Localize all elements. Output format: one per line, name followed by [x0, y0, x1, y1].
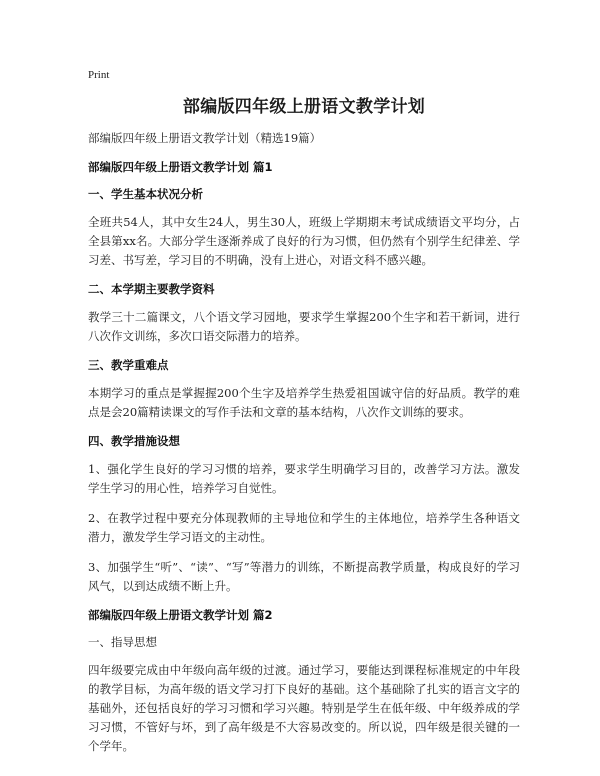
plan1-section4-heading: 四、教学措施设想: [88, 434, 180, 448]
plan1-section3-text: 本期学习的重点是掌握握200个生字及培养学生热爱祖国诚守信的好品质。教学的难点是会20篇精读课文的写作手法和文章的基本结构，八次作文训练的要求。: [88, 386, 520, 419]
document-page: [88, 68, 520, 767]
print-label[interactable]: Print: [88, 69, 110, 81]
plan1-section2-heading: 二、本学期主要教学资料: [88, 282, 215, 296]
plan1-section4-item-1: 1、强化学生良好的学习习惯的培养，要求学生明确学习目的，改善学习方法。激发学生学习的用心性，培养学习自觉性。: [88, 462, 520, 495]
document-subtitle: 部编版四年级上册语文教学计划（精选19篇）: [88, 131, 322, 145]
plan1-section1-heading: 一、学生基本状况分析: [88, 187, 203, 201]
plan2-section1-heading: 一、指导思想: [88, 635, 157, 649]
plan1-section4-item-2: 2、在教学过程中要充分体现教师的主导地位和学生的主体地位，培养学生各种语文潜力，激发学生学习语文的主动性。: [88, 511, 520, 544]
plan1-heading: 部编版四年级上册语文教学计划 篇1: [88, 160, 273, 174]
plan2-section1-text: 四年级要完成由中年级向高年级的过渡。通过学习，要能达到课程标准规定的中年段的教学目标，为高年级的语文学习打下良好的基础。这个基础除了扎实的语言文字的基础外，还包括良好的学习习惯和学习兴趣。特别是学生在低年级、中年级养成的学习习惯，不管好与坏，到了高年级是不大容易改变的。所以说，四年级是很关键的一个学年。: [88, 663, 520, 753]
plan1-section1-text: 全班共54人，其中女生24人，男生30人，班级上学期期末考试成绩语文平均分，占全县第xx名。大部分学生逐渐养成了良好的行为习惯，但仍然有个别学生纪律差、学习差、书写差，学习目的不明确，没有上进心，对语文科不感兴趣。: [88, 215, 520, 267]
page-title: 部编版四年级上册语文教学计划: [182, 97, 426, 117]
plan1-section3-heading: 三、教学重难点: [88, 358, 169, 372]
plan1-section4-item-3: 3、加强学生“听”、“读”、“写”等潜力的训练，不断提高教学质量，构成良好的学习风气，以到达成绩不断上升。: [88, 560, 520, 593]
plan1-section2-text: 教学三十二篇课文，八个语文学习园地，要求学生掌握200个生字和若干新词，进行八次作文训练，多次口语交际潜力的培养。: [88, 310, 520, 343]
plan2-heading: 部编版四年级上册语文教学计划 篇2: [88, 608, 273, 622]
